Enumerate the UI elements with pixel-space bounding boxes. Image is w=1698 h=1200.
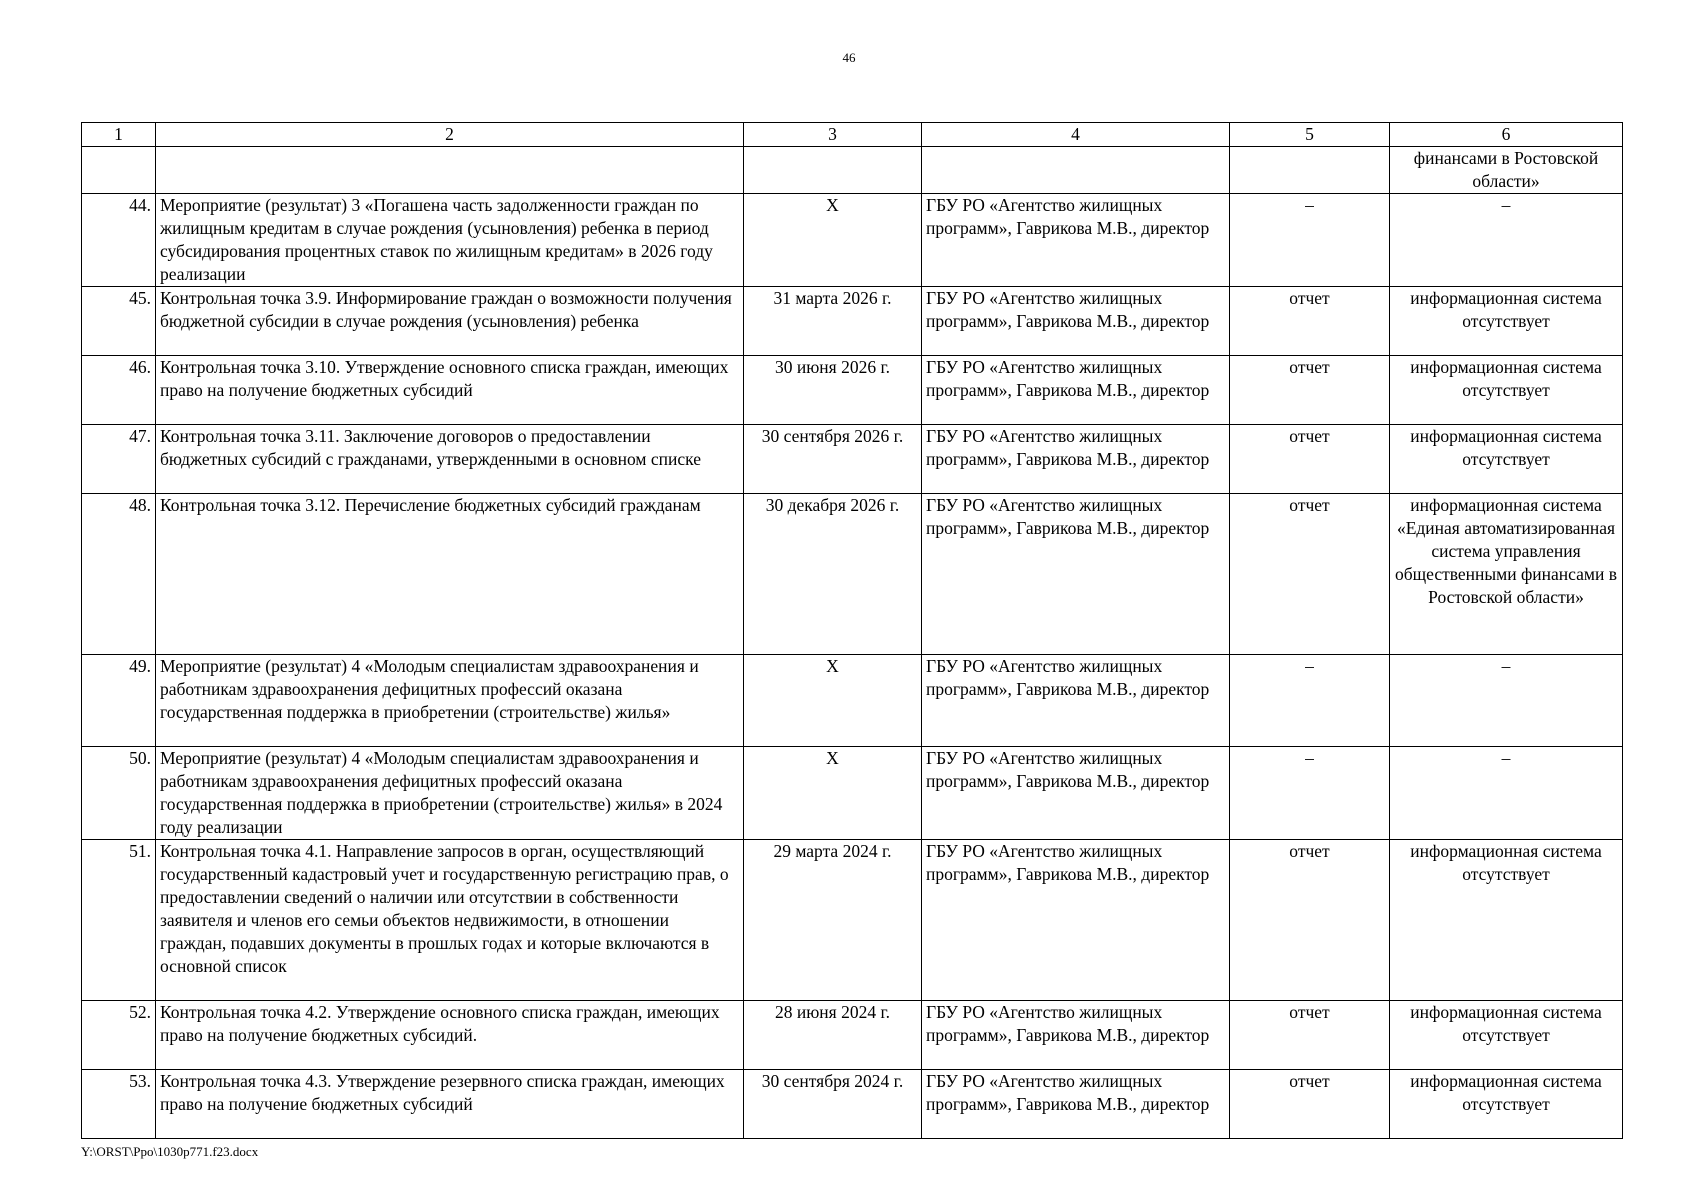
table-row — [82, 1001, 1623, 1070]
row-number — [82, 147, 156, 194]
row-description: Контрольная точка 4.3. Утверждение резервного списка граждан, имеющих право на получение бюджетных субсидий — [156, 1070, 744, 1139]
plan-table — [81, 122, 1623, 1139]
row-description: Мероприятие (результат) 3 «Погашена часть задолженности граждан по жилищным кредитам в случае рождения (усыновления) ребенка в период субсидирования процентных ставок по жилищным кредитам» в 2026 году реализации — [156, 194, 744, 287]
row-responsible: ГБУ РО «Агентство жилищных программ», Гаврикова М.В., директор — [922, 356, 1230, 425]
row-info-system: – — [1390, 747, 1623, 840]
table-row — [82, 1070, 1623, 1139]
column-number-5: 5 — [1230, 123, 1390, 147]
row-description: Контрольная точка 3.11. Заключение договоров о предоставлении бюджетных субсидий с гражданами, утвержденными в основном списке — [156, 425, 744, 494]
file-path-footer: Y:\ORST\Ppo\1030p771.f23.docx — [81, 1144, 259, 1159]
row-info-system: информационная система «Единая автоматизированная система управления общественными финансами в Ростовской области» — [1390, 494, 1623, 655]
row-description: Контрольная точка 3.12. Перечисление бюджетных субсидий гражданам — [156, 494, 744, 655]
row-description: Контрольная точка 4.1. Направление запросов в орган, осуществляющий государственный кадастровый учет и государственную регистрацию прав, о предоставлении сведений о наличии или отсутствии в собственности заявителя и членов его семьи объектов недвижимости, в отношении граждан, подавших документы в прошлых годах и которые включаются в основной список — [156, 840, 744, 1001]
row-document — [1230, 147, 1390, 194]
row-responsible: ГБУ РО «Агентство жилищных программ», Гаврикова М.В., директор — [922, 425, 1230, 494]
row-number: 47. — [82, 425, 156, 494]
table-row — [82, 655, 1623, 747]
row-date: 30 июня 2026 г. — [744, 356, 922, 425]
column-number-2: 2 — [156, 123, 744, 147]
row-info-system: информационная система отсутствует — [1390, 1001, 1623, 1070]
row-number: 48. — [82, 494, 156, 655]
row-responsible: ГБУ РО «Агентство жилищных программ», Гаврикова М.В., директор — [922, 747, 1230, 840]
row-date: 30 сентября 2024 г. — [744, 1070, 922, 1139]
row-info-system: информационная система отсутствует — [1390, 356, 1623, 425]
row-number: 49. — [82, 655, 156, 747]
row-responsible: ГБУ РО «Агентство жилищных программ», Гаврикова М.В., директор — [922, 287, 1230, 356]
row-info-system: информационная система отсутствует — [1390, 287, 1623, 356]
column-number-6: 6 — [1390, 123, 1623, 147]
row-document: отчет — [1230, 356, 1390, 425]
table-row — [82, 147, 1623, 194]
row-document: отчет — [1230, 494, 1390, 655]
column-number-4: 4 — [922, 123, 1230, 147]
row-document: отчет — [1230, 840, 1390, 1001]
row-number: 50. — [82, 747, 156, 840]
row-document: отчет — [1230, 1001, 1390, 1070]
row-description: Мероприятие (результат) 4 «Молодым специалистам здравоохранения и работникам здравоохранения дефицитных профессий оказана государственная поддержка в приобретении (строительстве) жилья» — [156, 655, 744, 747]
row-responsible: ГБУ РО «Агентство жилищных программ», Гаврикова М.В., директор — [922, 655, 1230, 747]
row-info-system: информационная система отсутствует — [1390, 1070, 1623, 1139]
row-info-system: финансами в Ростовской области» — [1390, 147, 1623, 194]
row-description: Мероприятие (результат) 4 «Молодым специалистам здравоохранения и работникам здравоохранения дефицитных профессий оказана государственная поддержка в приобретении (строительстве) жилья» в 2024 году реализации — [156, 747, 744, 840]
table-row — [82, 747, 1623, 840]
row-info-system: информационная система отсутствует — [1390, 840, 1623, 1001]
row-document: отчет — [1230, 287, 1390, 356]
row-responsible: ГБУ РО «Агентство жилищных программ», Гаврикова М.В., директор — [922, 1070, 1230, 1139]
row-document: – — [1230, 194, 1390, 287]
row-date: 31 марта 2026 г. — [744, 287, 922, 356]
row-date: 29 марта 2024 г. — [744, 840, 922, 1001]
row-date: X — [744, 747, 922, 840]
row-date: 30 сентября 2026 г. — [744, 425, 922, 494]
row-description: Контрольная точка 3.9. Информирование граждан о возможности получения бюджетной субсидии в случае рождения (усыновления) ребенка — [156, 287, 744, 356]
row-document: – — [1230, 655, 1390, 747]
row-info-system: – — [1390, 655, 1623, 747]
row-info-system: – — [1390, 194, 1623, 287]
row-date — [744, 147, 922, 194]
row-document: отчет — [1230, 1070, 1390, 1139]
row-description: Контрольная точка 4.2. Утверждение основного списка граждан, имеющих право на получение бюджетных субсидий. — [156, 1001, 744, 1070]
row-document: отчет — [1230, 425, 1390, 494]
table-row — [82, 494, 1623, 655]
row-description: Контрольная точка 3.10. Утверждение основного списка граждан, имеющих право на получение бюджетных субсидий — [156, 356, 744, 425]
table-row — [82, 287, 1623, 356]
column-number-1: 1 — [82, 123, 156, 147]
row-description — [156, 147, 744, 194]
row-responsible: ГБУ РО «Агентство жилищных программ», Гаврикова М.В., директор — [922, 494, 1230, 655]
row-date: X — [744, 655, 922, 747]
row-responsible: ГБУ РО «Агентство жилищных программ», Гаврикова М.В., директор — [922, 194, 1230, 287]
row-responsible: ГБУ РО «Агентство жилищных программ», Гаврикова М.В., директор — [922, 1001, 1230, 1070]
row-number: 53. — [82, 1070, 156, 1139]
row-responsible: ГБУ РО «Агентство жилищных программ», Гаврикова М.В., директор — [922, 840, 1230, 1001]
row-number: 46. — [82, 356, 156, 425]
row-number: 52. — [82, 1001, 156, 1070]
table-row — [82, 356, 1623, 425]
table-header-row — [82, 123, 1623, 147]
table-row — [82, 840, 1623, 1001]
row-date: X — [744, 194, 922, 287]
row-info-system: информационная система отсутствует — [1390, 425, 1623, 494]
table-row — [82, 194, 1623, 287]
row-number: 51. — [82, 840, 156, 1001]
row-number: 45. — [82, 287, 156, 356]
page-number: 46 — [842, 50, 856, 65]
row-document: – — [1230, 747, 1390, 840]
row-number: 44. — [82, 194, 156, 287]
row-date: 28 июня 2024 г. — [744, 1001, 922, 1070]
table-row — [82, 425, 1623, 494]
row-responsible — [922, 147, 1230, 194]
column-number-3: 3 — [744, 123, 922, 147]
row-date: 30 декабря 2026 г. — [744, 494, 922, 655]
